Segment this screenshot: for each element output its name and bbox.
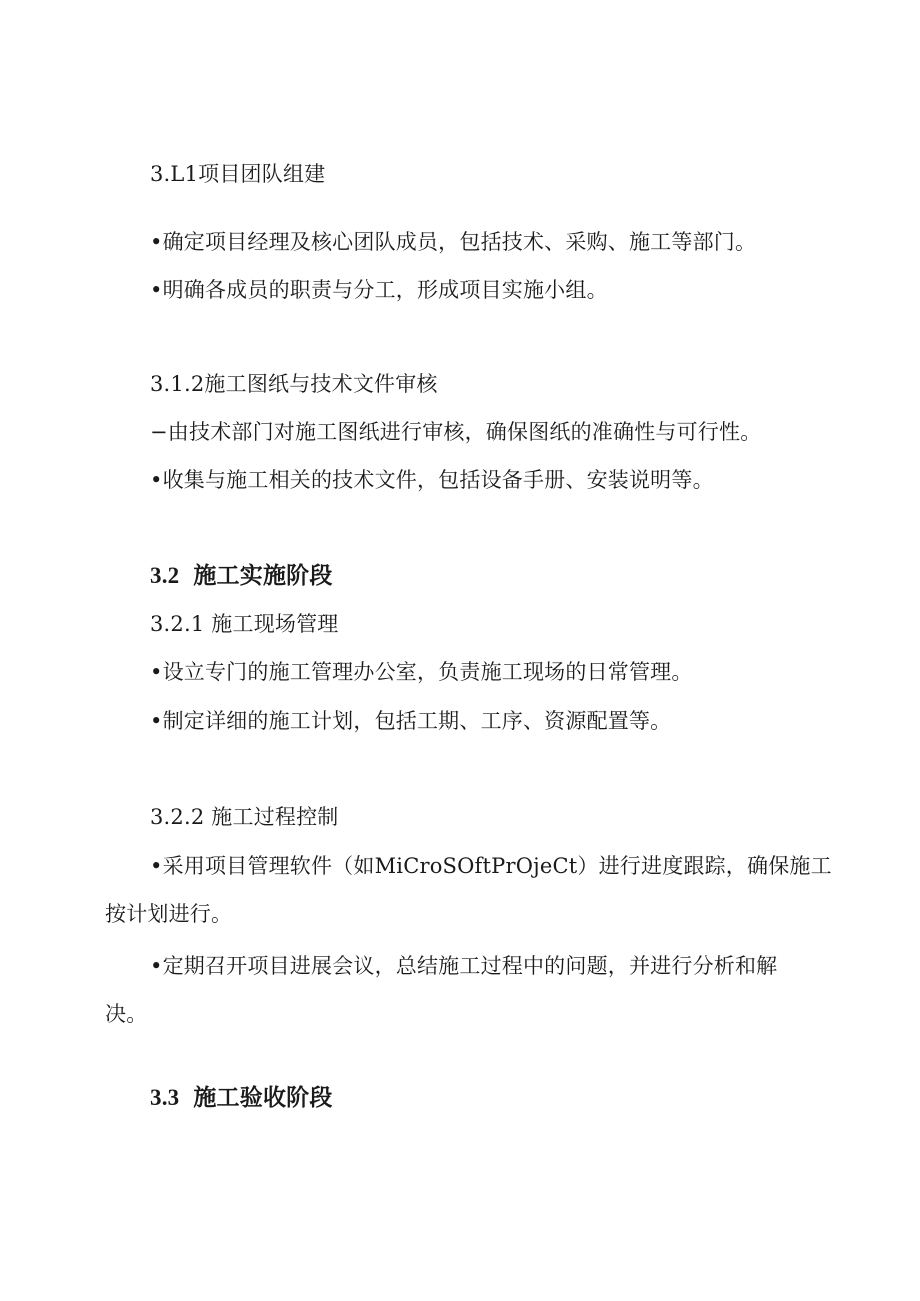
heading-3-2	[150, 561, 333, 591]
list-item: •制定详细的施工计划，包括工期、工序、资源配置等。	[150, 709, 672, 733]
list-item: •明确各成员的职责与分工，形成项目实施小组。	[150, 278, 608, 302]
heading-3-2-2: 3.2.2 施工过程控制	[150, 805, 339, 829]
list-item: •设立专门的施工管理办公室，负责施工现场的日常管理。	[150, 660, 693, 684]
list-item: •收集与施工相关的技术文件，包括设备手册、安装说明等。	[150, 468, 714, 492]
list-item-continuation: 决。	[105, 1002, 148, 1026]
heading-number: 3.3	[150, 1085, 180, 1110]
heading-title: 施工实施阶段	[193, 562, 333, 589]
list-item: −由技术部门对施工图纸进行审核，确保图纸的准确性与可行性。	[150, 420, 762, 444]
heading-number: 3.2	[150, 563, 180, 588]
list-item: •确定项目经理及核心团队成员，包括技术、采购、施工等部门。	[150, 230, 757, 254]
heading-3-3	[150, 1083, 333, 1113]
list-item-line: •定期召开项目进展会议，总结施工过程中的问题，并进行分析和解	[150, 954, 778, 978]
heading-3-1-2: 3.1.2施工图纸与技术文件审核	[150, 372, 438, 396]
heading-3-2-1: 3.2.1 施工现场管理	[150, 612, 339, 636]
list-item-line: •采用项目管理软件（如MiCroSOftPrOjeCt）进行进度跟踪，确保施工	[150, 854, 832, 878]
list-item-continuation: 按计划进行。	[105, 902, 233, 926]
heading-title: 施工验收阶段	[193, 1084, 333, 1111]
heading-3-1-1: 3.L1项目团队组建	[150, 162, 326, 186]
